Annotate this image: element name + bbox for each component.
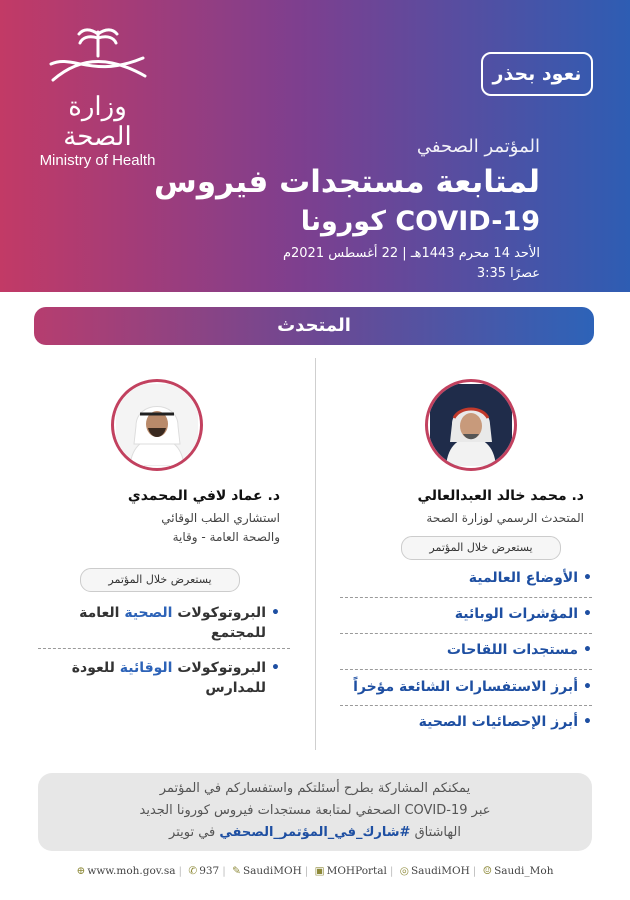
person-icon [430, 384, 512, 466]
portal-icon: ▣ [314, 865, 325, 877]
snapchat-text: Saudi_Moh [494, 865, 554, 877]
conference-title-line1: لمتابعة مستجدات فيروس [154, 164, 540, 200]
speaker-left-name: د. عماد لافي المحمدي [127, 488, 280, 504]
topic-separator [38, 648, 290, 649]
speaker-right-name: د. محمد خالد العبدالعالي [417, 488, 584, 504]
speaker-left-avatar [111, 379, 203, 471]
topic-item: أبرز الاستفسارات الشائعة مؤخراً • [342, 679, 592, 695]
phone-icon: ✆ [188, 865, 198, 877]
topic-item [30, 658, 280, 698]
slogan-badge: نعود بحذر [481, 52, 593, 96]
conference-title-line2: كورونا COVID-19 [300, 206, 540, 237]
notice-text: الهاشتاق [410, 825, 461, 840]
footer-twitter[interactable] [232, 865, 302, 877]
contact-footer: ⊕ www.moh.gov.sa | ✆ 937 | ✎ SaudiMOH | ▣ MOHPortal | ◎ SaudiMOH | ☺ Saudi_Moh [76, 865, 554, 877]
portal-text: MOHPortal [326, 865, 387, 877]
snapchat-icon: ☺ [482, 865, 493, 877]
speaker-right-avatar [425, 379, 517, 471]
topic-item [30, 603, 280, 643]
column-divider [315, 358, 316, 750]
instagram-icon: ◎ [399, 865, 409, 877]
phone-text: 937 [199, 865, 220, 877]
topic-text: البروتوكولات [172, 660, 266, 676]
footer-portal[interactable] [315, 865, 387, 877]
hashtag-link[interactable]: #شارك_في_المؤتمر_الصحفي [219, 825, 411, 840]
topic-text: للعودة للمدارس [71, 660, 266, 696]
topic-item: مستجدات اللقاحات • [342, 642, 592, 658]
topic-item: المؤشرات الوبائية • [342, 606, 592, 622]
topic-text: العامة للمجتمع [79, 605, 266, 641]
topic-text: البروتوكولات [172, 605, 266, 621]
topic-separator [340, 633, 592, 634]
globe-icon: ⊕ [76, 865, 86, 877]
topic-separator [340, 669, 592, 670]
notice-line: الصحفي لمتابعة مستجدات فيروس كورونا الجديد COVID-19 عبر [139, 803, 491, 818]
footer-snapchat[interactable] [483, 865, 554, 877]
footer-phone[interactable] [188, 865, 219, 877]
speaker-left-role-line1: استشاري الطب الوقائي [161, 511, 280, 525]
topic-highlight: الوقائية [114, 660, 173, 676]
website-text: www.moh.gov.sa [87, 865, 176, 877]
conference-subtitle: المؤتمر الصحفي [416, 136, 540, 157]
header-banner [0, 0, 630, 292]
twitter-icon: ✎ [232, 865, 241, 877]
speaker-left-role-line2: والصحة العامة - وقاية [172, 530, 280, 544]
topic-separator [340, 597, 592, 598]
conference-date: الأحد 14 محرم 1443هـ | 22 أغسطس 2021م [282, 246, 540, 261]
instagram-text: SaudiMOH [410, 865, 470, 877]
topic-item: الأوضاع العالمية • [342, 570, 592, 586]
notice-line: يمكنكم المشاركة بطرح أسئلتكم واستفساركم في المؤتمر [159, 781, 471, 796]
person-icon [116, 384, 198, 466]
topic-highlight: الصحية [119, 605, 173, 621]
speaker-left-pill: يستعرض خلال المؤتمر [80, 568, 240, 592]
speaker-right-role: المتحدث الرسمي لوزارة الصحة [426, 511, 584, 525]
conference-time: 3:35 عصرًا [476, 266, 540, 281]
footer-instagram[interactable] [400, 865, 470, 877]
twitter-text: SaudiMOH [242, 865, 302, 877]
participation-notice [38, 773, 592, 851]
topic-item: أبرز الإحصائيات الصحية • [342, 714, 592, 730]
notice-line [38, 822, 592, 844]
logo-arabic-text: وزارة الصحة [63, 92, 132, 152]
footer-website[interactable] [77, 865, 176, 877]
speakers-heading: المتحدث [34, 307, 594, 345]
speaker-right-pill: يستعرض خلال المؤتمر [401, 536, 561, 560]
notice-text: في تويتر [169, 825, 220, 840]
topic-separator [340, 705, 592, 706]
logo-english-text: Ministry of Health [39, 152, 156, 169]
palm-swords-emblem-icon [43, 24, 153, 84]
